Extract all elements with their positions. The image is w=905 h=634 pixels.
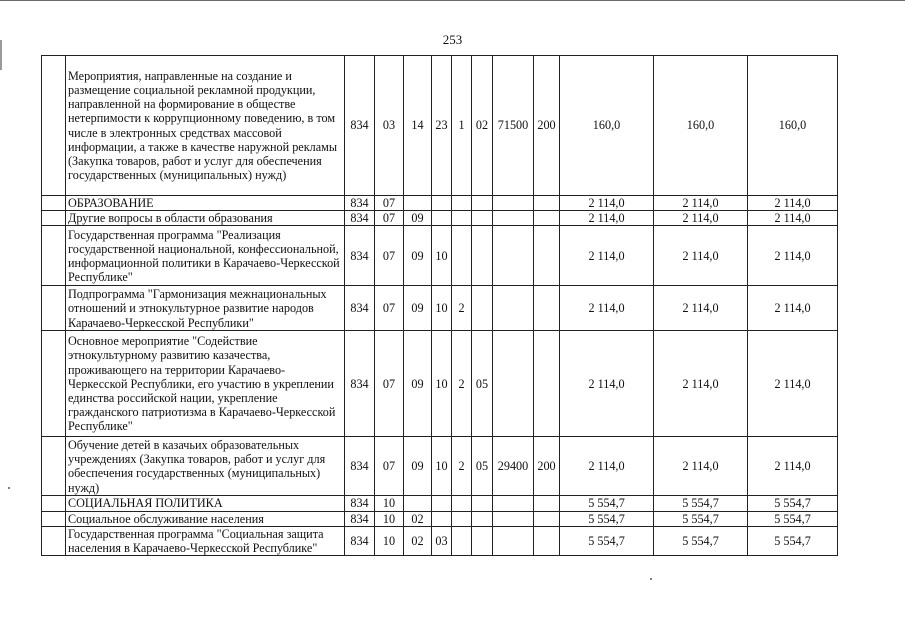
ministry-code: 834 <box>345 286 375 331</box>
page-number: 253 <box>442 32 463 47</box>
amount-year-3: 2 114,0 <box>748 437 838 496</box>
program-code <box>432 196 452 211</box>
subsection-code: 09 <box>404 331 432 437</box>
section-code: 10 <box>375 526 404 555</box>
amount-year-1: 2 114,0 <box>560 286 654 331</box>
table-row <box>42 211 838 226</box>
expense-type-code <box>534 211 560 226</box>
subsection-code: 02 <box>404 526 432 555</box>
amount-year-1: 5 554,7 <box>560 511 654 526</box>
section-code: 07 <box>375 286 404 331</box>
subsection-code <box>404 496 432 511</box>
subprogram-code <box>452 211 472 226</box>
ministry-code: 834 <box>345 196 375 211</box>
section-code: 07 <box>375 196 404 211</box>
amount-year-3: 5 554,7 <box>748 526 838 555</box>
expense-type-code <box>534 286 560 331</box>
subsection-code: 02 <box>404 511 432 526</box>
subprogram-code: 2 <box>452 437 472 496</box>
event-code <box>472 211 493 226</box>
row-gutter <box>42 226 66 286</box>
row-name: СОЦИАЛЬНАЯ ПОЛИТИКА <box>66 496 345 511</box>
target-code <box>493 196 534 211</box>
amount-year-3: 5 554,7 <box>748 511 838 526</box>
ministry-code: 834 <box>345 56 375 196</box>
amount-year-3: 5 554,7 <box>748 496 838 511</box>
scan-speck <box>8 487 10 489</box>
event-code: 02 <box>472 56 493 196</box>
amount-year-1: 160,0 <box>560 56 654 196</box>
subprogram-code <box>452 511 472 526</box>
amount-year-3: 2 114,0 <box>748 226 838 286</box>
amount-year-2: 2 114,0 <box>654 196 748 211</box>
row-gutter <box>42 211 66 226</box>
row-gutter <box>42 526 66 555</box>
program-code: 10 <box>432 286 452 331</box>
program-code <box>432 511 452 526</box>
amount-year-1: 5 554,7 <box>560 496 654 511</box>
table-row <box>42 56 838 196</box>
subprogram-code: 2 <box>452 331 472 437</box>
ministry-code: 834 <box>345 511 375 526</box>
ministry-code: 834 <box>345 437 375 496</box>
ministry-code: 834 <box>345 496 375 511</box>
amount-year-2: 160,0 <box>654 56 748 196</box>
row-name: Обучение детей в казачьих образовательных учреждениях (Закупка товаров, работ и услуг для обеспечения государственных (муниципальных) нужд) <box>66 437 345 496</box>
target-code <box>493 226 534 286</box>
target-code <box>493 496 534 511</box>
target-code: 71500 <box>493 56 534 196</box>
target-code <box>493 286 534 331</box>
subprogram-code <box>452 496 472 511</box>
scan-speck <box>650 578 652 580</box>
event-code <box>472 511 493 526</box>
row-gutter <box>42 511 66 526</box>
table-row <box>42 331 838 437</box>
target-code <box>493 331 534 437</box>
amount-year-2: 5 554,7 <box>654 526 748 555</box>
amount-year-1: 2 114,0 <box>560 211 654 226</box>
subprogram-code <box>452 226 472 286</box>
event-code <box>472 496 493 511</box>
section-code: 07 <box>375 226 404 286</box>
amount-year-3: 2 114,0 <box>748 211 838 226</box>
table-row <box>42 526 838 555</box>
event-code: 05 <box>472 437 493 496</box>
section-code: 03 <box>375 56 404 196</box>
row-gutter <box>42 437 66 496</box>
amount-year-3: 2 114,0 <box>748 286 838 331</box>
program-code: 03 <box>432 526 452 555</box>
subprogram-code: 2 <box>452 286 472 331</box>
amount-year-1: 2 114,0 <box>560 437 654 496</box>
row-name: Государственная программа "Реализация государственной национальной, конфессиональной, информационной политики в Карачаево-Черкесской Республике" <box>66 226 345 286</box>
amount-year-2: 2 114,0 <box>654 286 748 331</box>
program-code: 10 <box>432 331 452 437</box>
subsection-code: 09 <box>404 286 432 331</box>
row-name: ОБРАЗОВАНИЕ <box>66 196 345 211</box>
row-name: Основное мероприятие "Содействие этнокультурному развитию казачества, проживающего на территории Карачаево-Черкесской Республики, его участию в укреплении единства российской нации, укрепление гражданского патриотизма в Карачаево-Черкесской Республике" <box>66 331 345 437</box>
row-name: Мероприятия, направленные на создание и размещение социальной рекламной продукции, направленной на формирование в обществе нетерпимости к коррупционному поведению, в том числе в электронных средствах массовой информации, а также в качестве наружной рекламы (Закупка товаров, работ и услуг для обеспечения государственных (муниципальных) нужд) <box>66 56 345 196</box>
expense-type-code <box>534 496 560 511</box>
budget-table-body <box>42 56 838 556</box>
event-code <box>472 286 493 331</box>
program-code: 23 <box>432 56 452 196</box>
ministry-code: 834 <box>345 526 375 555</box>
amount-year-3: 2 114,0 <box>748 196 838 211</box>
section-code: 07 <box>375 437 404 496</box>
program-code: 10 <box>432 437 452 496</box>
ministry-code: 834 <box>345 211 375 226</box>
subprogram-code: 1 <box>452 56 472 196</box>
row-name: Подпрограмма "Гармонизация межнациональных отношений и этнокультурное развитие народов Карачаево-Черкесской Республики" <box>66 286 345 331</box>
target-code <box>493 211 534 226</box>
amount-year-1: 2 114,0 <box>560 331 654 437</box>
row-name: Социальное обслуживание населения <box>66 511 345 526</box>
row-gutter <box>42 196 66 211</box>
amount-year-3: 2 114,0 <box>748 331 838 437</box>
section-code: 07 <box>375 211 404 226</box>
amount-year-1: 2 114,0 <box>560 226 654 286</box>
event-code: 05 <box>472 331 493 437</box>
amount-year-2: 2 114,0 <box>654 437 748 496</box>
section-code: 10 <box>375 496 404 511</box>
event-code <box>472 196 493 211</box>
event-code <box>472 226 493 286</box>
expense-type-code: 200 <box>534 437 560 496</box>
event-code <box>472 526 493 555</box>
table-row <box>42 511 838 526</box>
amount-year-2: 5 554,7 <box>654 496 748 511</box>
scan-top-edge <box>0 0 905 7</box>
row-gutter <box>42 331 66 437</box>
expense-type-code <box>534 511 560 526</box>
program-code <box>432 496 452 511</box>
amount-year-2: 2 114,0 <box>654 226 748 286</box>
expense-type-code <box>534 526 560 555</box>
subprogram-code <box>452 526 472 555</box>
expense-type-code <box>534 196 560 211</box>
table-row <box>42 196 838 211</box>
subsection-code: 09 <box>404 437 432 496</box>
subsection-code: 14 <box>404 56 432 196</box>
amount-year-1: 2 114,0 <box>560 196 654 211</box>
table-row <box>42 496 838 511</box>
table-row <box>42 437 838 496</box>
ministry-code: 834 <box>345 226 375 286</box>
section-code: 07 <box>375 331 404 437</box>
expense-type-code: 200 <box>534 56 560 196</box>
row-gutter <box>42 56 66 196</box>
amount-year-2: 2 114,0 <box>654 211 748 226</box>
ministry-code: 834 <box>345 331 375 437</box>
expense-type-code <box>534 226 560 286</box>
subsection-code: 09 <box>404 226 432 286</box>
budget-table <box>41 55 838 556</box>
subsection-code <box>404 196 432 211</box>
amount-year-1: 5 554,7 <box>560 526 654 555</box>
target-code <box>493 526 534 555</box>
amount-year-3: 160,0 <box>748 56 838 196</box>
amount-year-2: 5 554,7 <box>654 511 748 526</box>
expense-type-code <box>534 331 560 437</box>
table-row <box>42 286 838 331</box>
row-name: Другие вопросы в области образования <box>66 211 345 226</box>
target-code: 29400 <box>493 437 534 496</box>
program-code <box>432 211 452 226</box>
subsection-code: 09 <box>404 211 432 226</box>
subprogram-code <box>452 196 472 211</box>
row-gutter <box>42 496 66 511</box>
amount-year-2: 2 114,0 <box>654 331 748 437</box>
section-code: 10 <box>375 511 404 526</box>
target-code <box>493 511 534 526</box>
row-name: Государственная программа "Социальная защита населения в Карачаево-Черкесской Республике" <box>66 526 345 555</box>
table-row <box>42 226 838 286</box>
program-code: 10 <box>432 226 452 286</box>
row-gutter <box>42 286 66 331</box>
